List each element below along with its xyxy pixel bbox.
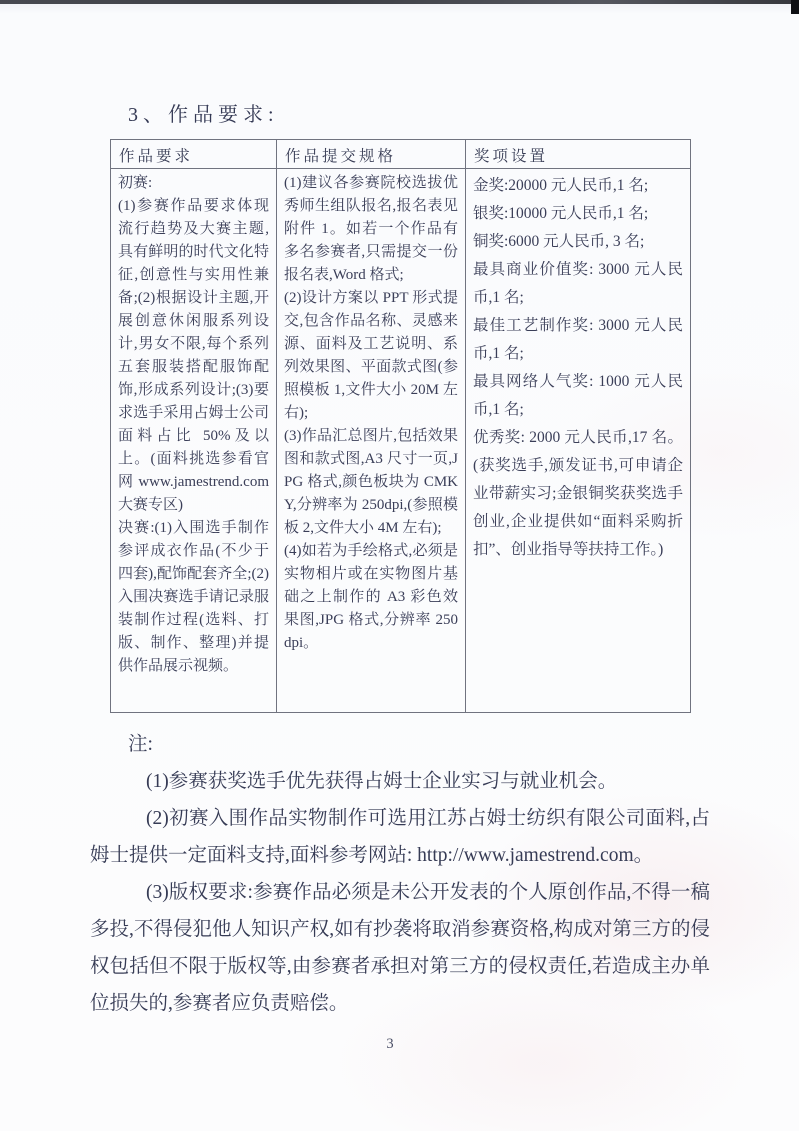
cell-submission-specs (277, 169, 466, 713)
notes-label: 注: (128, 734, 153, 755)
preliminary-round-text: (1)参赛作品要求体现流行趋势及大赛主题,具有鲜明的时代文化特征,创意性与实用性兼备;(2)根据设计主题,开展创意休闲服系列设计,男女不限,每个系列五套服装搭配服饰配饰,形成系列设计;(3)要求选手采用占姆士公司面料占比 50%及以上。(面料挑选参看官网 www.jamestrend.com 大赛专区) (118, 198, 269, 513)
scanner-edge-artifact (0, 0, 799, 4)
note-item-3: (3)版权要求:参赛作品必须是未公开发表的个人原创作品,不得一稿多投,不得侵犯他人知识产权,如有抄袭将取消参赛资格,构成对第三方的侵权包括但不限于版权等,由参赛者承担对第三方的侵权责任,若造成主办单位损失的,参赛者应负责赔偿。 (90, 882, 710, 1014)
award-commercial-value: 最具商业价值奖: 3000 元人民币,1 名; (473, 261, 683, 306)
award-excellence: 优秀奖: 2000 元人民币,17 名。(获奖选手,颁发证书,可申请企业带薪实习;金银铜奖获奖选手创业,企业提供如“面料采购折扣”、创业指导等扶持工作。) (473, 429, 683, 558)
award-craftsmanship: 最佳工艺制作奖: 3000 元人民币,1 名; (473, 317, 683, 362)
column-header-submission-specs: 作品提交规格 (277, 140, 466, 169)
award-popularity: 最具网络人气奖: 1000 元人民币,1 名; (473, 373, 683, 418)
table-header-row (111, 140, 691, 169)
section-title: 3、作品要求: (128, 104, 279, 126)
final-round-text: 决赛:(1)入围选手制作参评成衣作品(不少于四套),配饰配套齐全;(2)入围决赛选手请记录服装制作过程(选料、打版、制作、整理)并提供作品展示视频。 (118, 520, 269, 674)
preliminary-round-label: 初赛: (118, 175, 153, 191)
award-gold: 金奖:20000 元人民币,1 名; (473, 177, 649, 194)
cell-content (473, 172, 683, 712)
award-silver: 银奖:10000 元人民币,1 名; (473, 205, 649, 222)
spec-item-2: (2)设计方案以 PPT 形式提交,包含作品名称、灵感来源、面料及工艺说明、系列效果图、平面款式图(参照模板 1,文件大小 20M 左右); (284, 290, 458, 421)
column-header-awards: 奖项设置 (466, 140, 691, 169)
requirements-table (110, 139, 691, 713)
spec-item-1: (1)建议各参赛院校选拔优秀师生组队报名,报名表见附件 1。如若一个作品有多名参赛者,只需提交一份报名表,Word 格式; (284, 175, 458, 283)
spec-item-3: (3)作品汇总图片,包括效果图和款式图,A3 尺寸一页,JPG 格式,颜色板块为 CMKY,分辨率为 250dpi,(参照模板 2,文件大小 4M 左右); (284, 428, 458, 536)
cell-work-requirements (111, 169, 277, 713)
page-number: 3 (386, 1036, 394, 1052)
cell-content (284, 172, 458, 712)
scanner-corner-artifact (791, 0, 799, 14)
cell-awards (466, 169, 691, 713)
column-header-work-requirements: 作品要求 (111, 140, 277, 169)
table-body-row (111, 169, 691, 713)
spec-item-4: (4)如若为手绘格式,必须是实物相片或在实物图片基础之上制作的 A3 彩色效果图,JPG 格式,分辨率 250dpi。 (284, 543, 458, 651)
cell-content (118, 172, 269, 712)
notes-section (90, 726, 710, 1022)
note-item-2: (2)初赛入围作品实物制作可选用江苏占姆士纺织有限公司面料,占姆士提供一定面料支持,面料参考网站: http://www.jamestrend.com。 (90, 808, 710, 866)
note-item-1: (1)参赛获奖选手优先获得占姆士企业实习与就业机会。 (146, 771, 618, 792)
award-bronze: 铜奖:6000 元人民币, 3 名; (473, 233, 645, 250)
